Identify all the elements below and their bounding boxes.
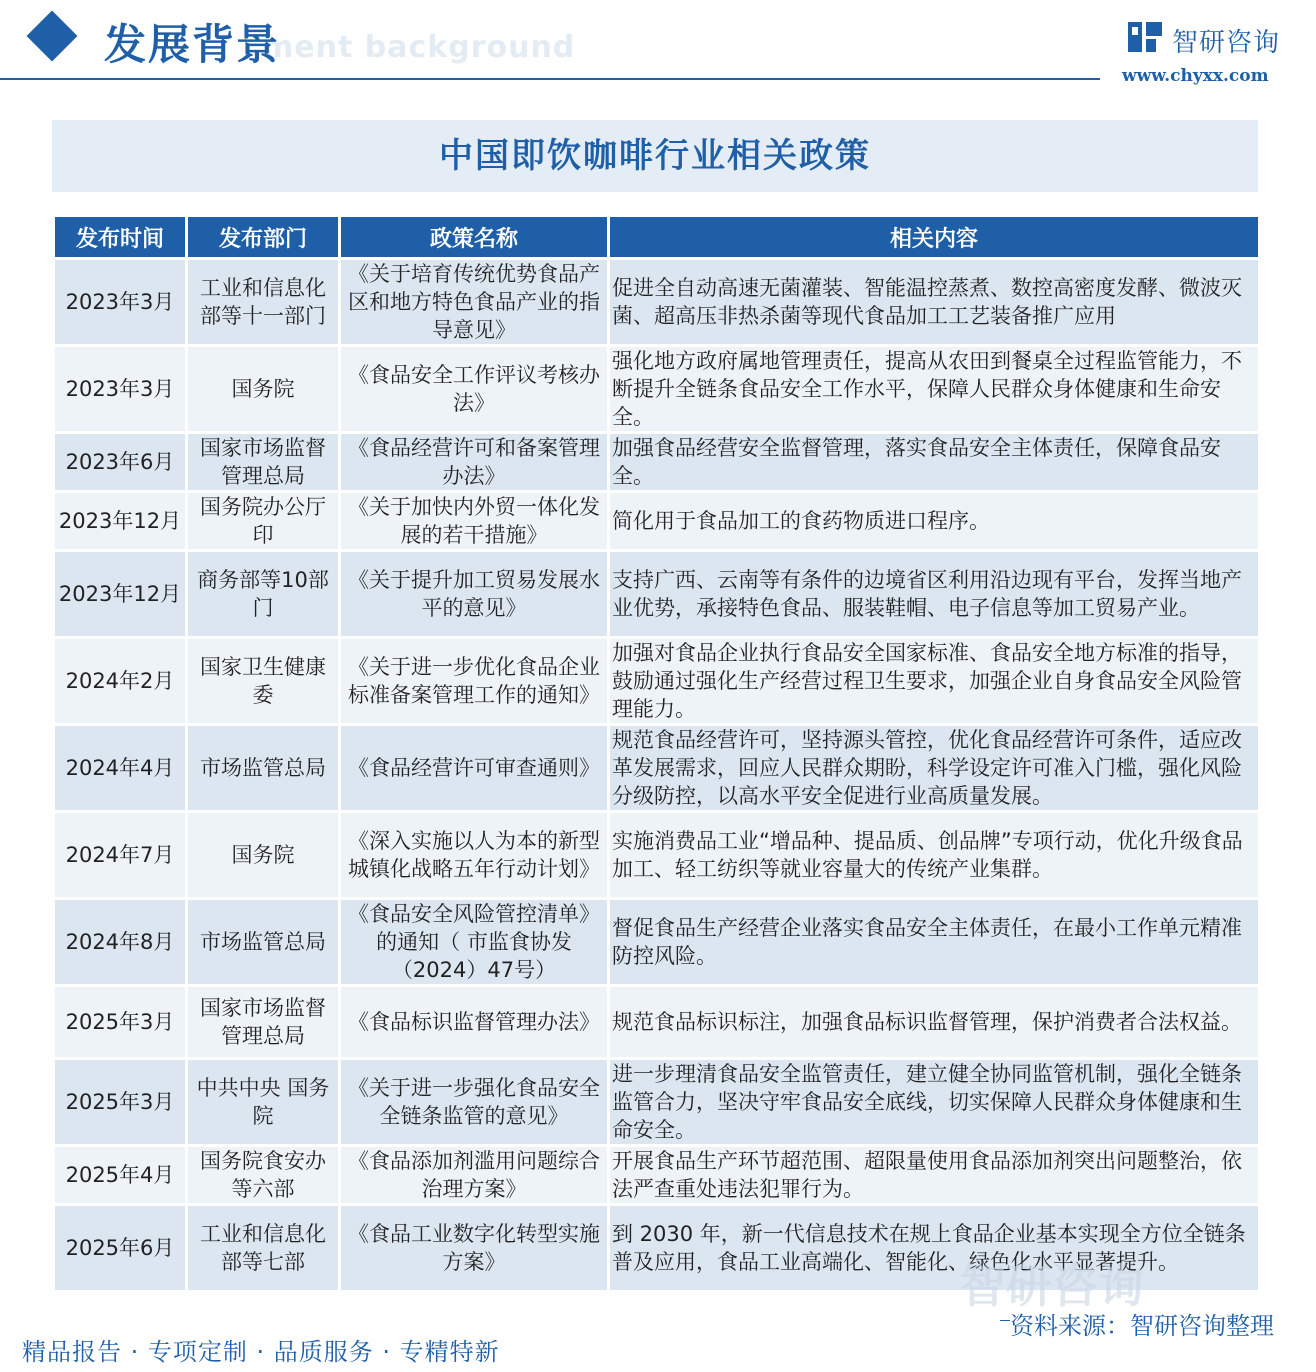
- cell-content: 督促食品生产经营企业落实食品安全主体责任，在最小工作单元精准防控风险。: [610, 900, 1258, 984]
- cell-date: 2023年6月: [55, 434, 185, 490]
- cell-policy-name: 《食品工业数字化转型实施方案》: [341, 1206, 607, 1290]
- cell-dept: 工业和信息化部等七部: [188, 1206, 338, 1290]
- watermark-text: 智研咨询: [960, 1259, 1144, 1313]
- table-row: [55, 813, 1258, 897]
- table-title: 中国即饮咖啡行业相关政策: [439, 136, 871, 176]
- source-note: 资料来源：智研咨询整理: [1010, 1312, 1274, 1340]
- footer-divider: [1000, 1320, 1010, 1321]
- cell-dept: 市场监管总局: [188, 900, 338, 984]
- cell-policy-name: 《食品添加剂滥用问题综合治理方案》: [341, 1147, 607, 1203]
- cell-dept: 国务院: [188, 347, 338, 431]
- column-header-dept: 发布部门: [188, 217, 338, 257]
- cell-dept: 国务院: [188, 813, 338, 897]
- footer-slogan: 精品报告 · 专项定制 · 品质服务 · 专精特新: [22, 1338, 500, 1366]
- cell-dept: 国家卫生健康委: [188, 639, 338, 723]
- table-row: [55, 493, 1258, 549]
- cell-date: 2025年4月: [55, 1147, 185, 1203]
- cell-content: 规范食品标识标注，加强食品标识监督管理，保护消费者合法权益。: [610, 987, 1258, 1057]
- table-row: [55, 987, 1258, 1057]
- brand-url: www.chyxx.com: [1122, 66, 1269, 86]
- cell-content: 加强对食品企业执行食品安全国家标准、食品安全地方标准的指导，鼓励通过强化生产经营过程卫生要求，加强企业自身食品安全风险管理能力。: [610, 639, 1258, 723]
- cell-policy-name: 《关于加快内外贸一体化发展的若干措施》: [341, 493, 607, 549]
- cell-dept: 国家市场监督管理总局: [188, 987, 338, 1057]
- cell-policy-name: 《食品经营许可审查通则》: [341, 726, 607, 810]
- cell-content: 实施消费品工业“增品种、提品质、创品牌”专项行动，优化升级食品加工、轻工纺织等就业容量大的传统产业集群。: [610, 813, 1258, 897]
- table-row: [55, 1060, 1258, 1144]
- header-divider: [0, 78, 1100, 80]
- column-header-content: 相关内容: [610, 217, 1258, 257]
- diamond-icon: [27, 11, 78, 62]
- table-title-box: [52, 120, 1258, 192]
- cell-content: 到 2030 年，新一代信息技术在规上食品企业基本实现全方位全链条普及应用，食品工业高端化、智能化、绿色化水平显著提升。: [610, 1206, 1258, 1290]
- cell-content: 促进全自动高速无菌灌装、智能温控蒸煮、数控高密度发酵、微波灭菌、超高压非热杀菌等现代食品加工工艺装备推广应用: [610, 260, 1258, 344]
- section-title: 发展背景: [104, 20, 281, 69]
- cell-policy-name: 《关于提升加工贸易发展水平的意见》: [341, 552, 607, 636]
- cell-date: 2025年3月: [55, 987, 185, 1057]
- cell-content: 简化用于食品加工的食药物质进口程序。: [610, 493, 1258, 549]
- cell-policy-name: 《关于进一步强化食品安全全链条监管的意见》: [341, 1060, 607, 1144]
- table-row: [55, 347, 1258, 431]
- table-row: [55, 434, 1258, 490]
- cell-date: 2024年2月: [55, 639, 185, 723]
- cell-policy-name: 《深入实施以人为本的新型城镇化战略五年行动计划》: [341, 813, 607, 897]
- cell-date: 2023年3月: [55, 347, 185, 431]
- cell-policy-name: 《关于培育传统优势食品产区和地方特色食品产业的指导意见》: [341, 260, 607, 344]
- policy-table-body: [55, 260, 1258, 1290]
- table-row: [55, 260, 1258, 344]
- section-subtitle: ment background: [262, 30, 576, 65]
- cell-date: 2023年12月: [55, 493, 185, 549]
- cell-date: 2023年3月: [55, 260, 185, 344]
- cell-dept: 国家市场监督管理总局: [188, 434, 338, 490]
- policy-table: [52, 214, 1261, 1293]
- cell-date: 2024年8月: [55, 900, 185, 984]
- cell-dept: 商务部等10部门: [188, 552, 338, 636]
- cell-date: 2023年12月: [55, 552, 185, 636]
- cell-policy-name: 《食品标识监督管理办法》: [341, 987, 607, 1057]
- chyxx-logo-icon: [1128, 22, 1162, 52]
- table-row: [55, 639, 1258, 723]
- cell-dept: 工业和信息化部等十一部门: [188, 260, 338, 344]
- cell-policy-name: 《食品安全风险管控清单》的通知（ 市监食协发（2024）47号）: [341, 900, 607, 984]
- cell-content: 进一步理清食品安全监管责任，建立健全协同监管机制，强化全链条监管合力，坚决守牢食品安全底线，切实保障人民群众身体健康和生命安全。: [610, 1060, 1258, 1144]
- cell-policy-name: 《食品安全工作评议考核办法》: [341, 347, 607, 431]
- cell-date: 2025年6月: [55, 1206, 185, 1290]
- page-header: [0, 0, 1316, 100]
- cell-date: 2024年4月: [55, 726, 185, 810]
- cell-content: 强化地方政府属地管理责任，提高从农田到餐桌全过程监管能力，不断提升全链条食品安全工作水平，保障人民群众身体健康和生命安全。: [610, 347, 1258, 431]
- cell-policy-name: 《食品经营许可和备案管理办法》: [341, 434, 607, 490]
- cell-dept: 中共中央 国务院: [188, 1060, 338, 1144]
- cell-content: 加强食品经营安全监督管理，落实食品安全主体责任，保障食品安全。: [610, 434, 1258, 490]
- cell-content: 支持广西、云南等有条件的边境省区利用沿边现有平台，发挥当地产业优势，承接特色食品、服装鞋帽、电子信息等加工贸易产业。: [610, 552, 1258, 636]
- cell-content: 规范食品经营许可，坚持源头管控，优化食品经营许可条件，适应改革发展需求，回应人民群众期盼，科学设定许可准入门槛，强化风险分级防控，以高水平安全促进行业高质量发展。: [610, 726, 1258, 810]
- cell-dept: 国务院食安办等六部: [188, 1147, 338, 1203]
- cell-policy-name: 《关于进一步优化食品企业标准备案管理工作的通知》: [341, 639, 607, 723]
- table-row: [55, 1147, 1258, 1203]
- cell-date: 2025年3月: [55, 1060, 185, 1144]
- table-row: [55, 552, 1258, 636]
- cell-content: 开展食品生产环节超范围、超限量使用食品添加剂突出问题整治，依法严查重处违法犯罪行为。: [610, 1147, 1258, 1203]
- column-header-name: 政策名称: [341, 217, 607, 257]
- table-row: [55, 726, 1258, 810]
- table-header-row: [55, 217, 1258, 257]
- cell-dept: 国务院办公厅印: [188, 493, 338, 549]
- column-header-date: 发布时间: [55, 217, 185, 257]
- cell-date: 2024年7月: [55, 813, 185, 897]
- table-row: [55, 900, 1258, 984]
- cell-dept: 市场监管总局: [188, 726, 338, 810]
- brand-name: 智研咨询: [1172, 28, 1281, 58]
